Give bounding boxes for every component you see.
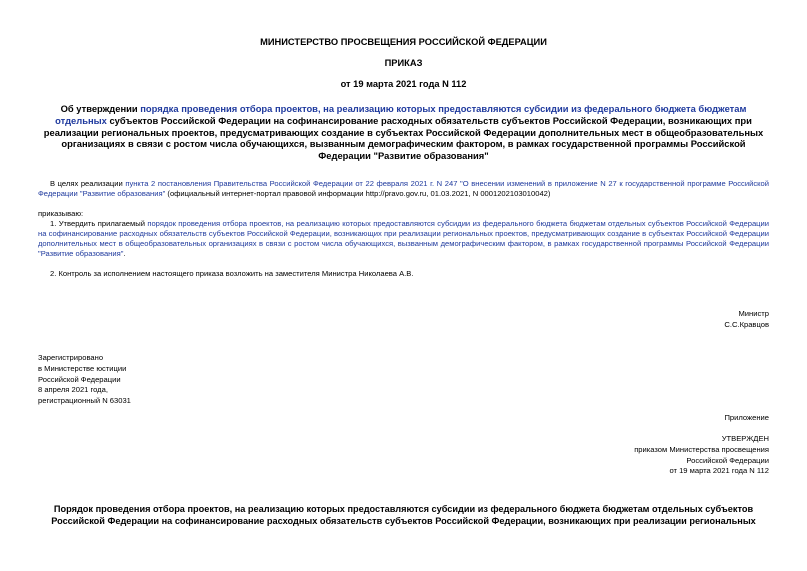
title-rest: субъектов Российской Федерации на софинансирование расходных обязательств субъектов Российской Федерации, возникающих при реализации региональных проектов, предусматривающих создание в субъектах Российской Федерации дополнительных мест в общеобразовательных организациях в связи с ростом числа обучающихся, вызванным демографическим фактором, в рамках государственной программы Российской Федерации "Развитие образования" [43,114,764,162]
registration-line: Российской Федерации [38,374,121,384]
approved-line: от 19 марта 2021 года N 112 [669,466,769,476]
preamble-link[interactable]: пункта 2 постановления Правительства Российской Федерации от 22 февраля 2021 г. N 247 "О внесении изменений в приложение N 27 к государственной программе Российской Федерации "Развитие образования" [38,179,769,198]
item-1-prefix: 1. Утвердить прилагаемый [50,219,148,228]
preamble-text-2: (официальный интернет-портал правовой информации http://pravo.gov.ru, 01.03.2021, N 0001202103010042) [165,189,551,198]
item-1-link[interactable]: порядок проведения отбора проектов, на реализацию которых предоставляются субсидии из федерального бюджета бюджетам отдельных субъектов Российской Федерации на софинансирование расходных обязательств субъектов Российской Федерации, возникающих при реализации региональных проектов, предусматривающих создание в субъектах Российской Федерации дополнительных мест в общеобразовательных организациях в связи с ростом числа обучающихся, вызванным демографическим фактором, в рамках государственной программы Российской Федерации "Развитие образования" [38,219,770,258]
registration-block [38,353,131,407]
order-title [38,103,769,162]
preamble-paragraph [38,179,769,199]
approved-line: Российской Федерации [686,455,769,465]
order-word: приказываю: [38,209,84,218]
registration-line: 8 апреля 2021 года, [38,385,108,395]
registration-line: Зарегистрировано [38,353,104,362]
registration-line: в Министерстве юстиции [38,363,127,373]
appendix-title: Порядок проведения отбора проектов, на реализацию которых предоставляются субсидии из федерального бюджета бюджетам отдельных субъектов Российской Федерации на софинансирование расходных обязательств субъектов Российской Федерации, возникающих при реализации региональных [51,504,756,526]
order-date-number: от 19 марта 2021 года N 112 [340,79,467,89]
preamble-text-1: В целях реализации [50,179,126,188]
signature-name: С.С.Кравцов [724,320,769,329]
registration-line: регистрационный N 63031 [38,396,131,406]
doc-type-heading: ПРИКАЗ [384,58,423,68]
approved-block [634,434,769,477]
title-lead: Об утверждении [60,103,141,114]
ministry-heading: МИНИСТЕРСТВО ПРОСВЕЩЕНИЯ РОССИЙСКОЙ ФЕДЕРАЦИИ [260,37,547,47]
item-2-paragraph: 2. Контроль за исполнением настоящего приказа возложить на заместителя Министра Николаева А.В. [50,269,414,278]
approved-line: УТВЕРЖДЕН [721,434,769,443]
appendix-label: Приложение [724,413,769,422]
title-link[interactable]: порядка проведения отбора проектов, на реализацию которых предоставляются субсидии из федерального бюджета бюджетам отдельных [55,103,747,126]
signature-position: Министр [738,309,769,318]
approved-line: приказом Министерства просвещения [634,444,769,454]
item-1-paragraph [38,219,769,259]
item-1-suffix: . [123,249,126,258]
